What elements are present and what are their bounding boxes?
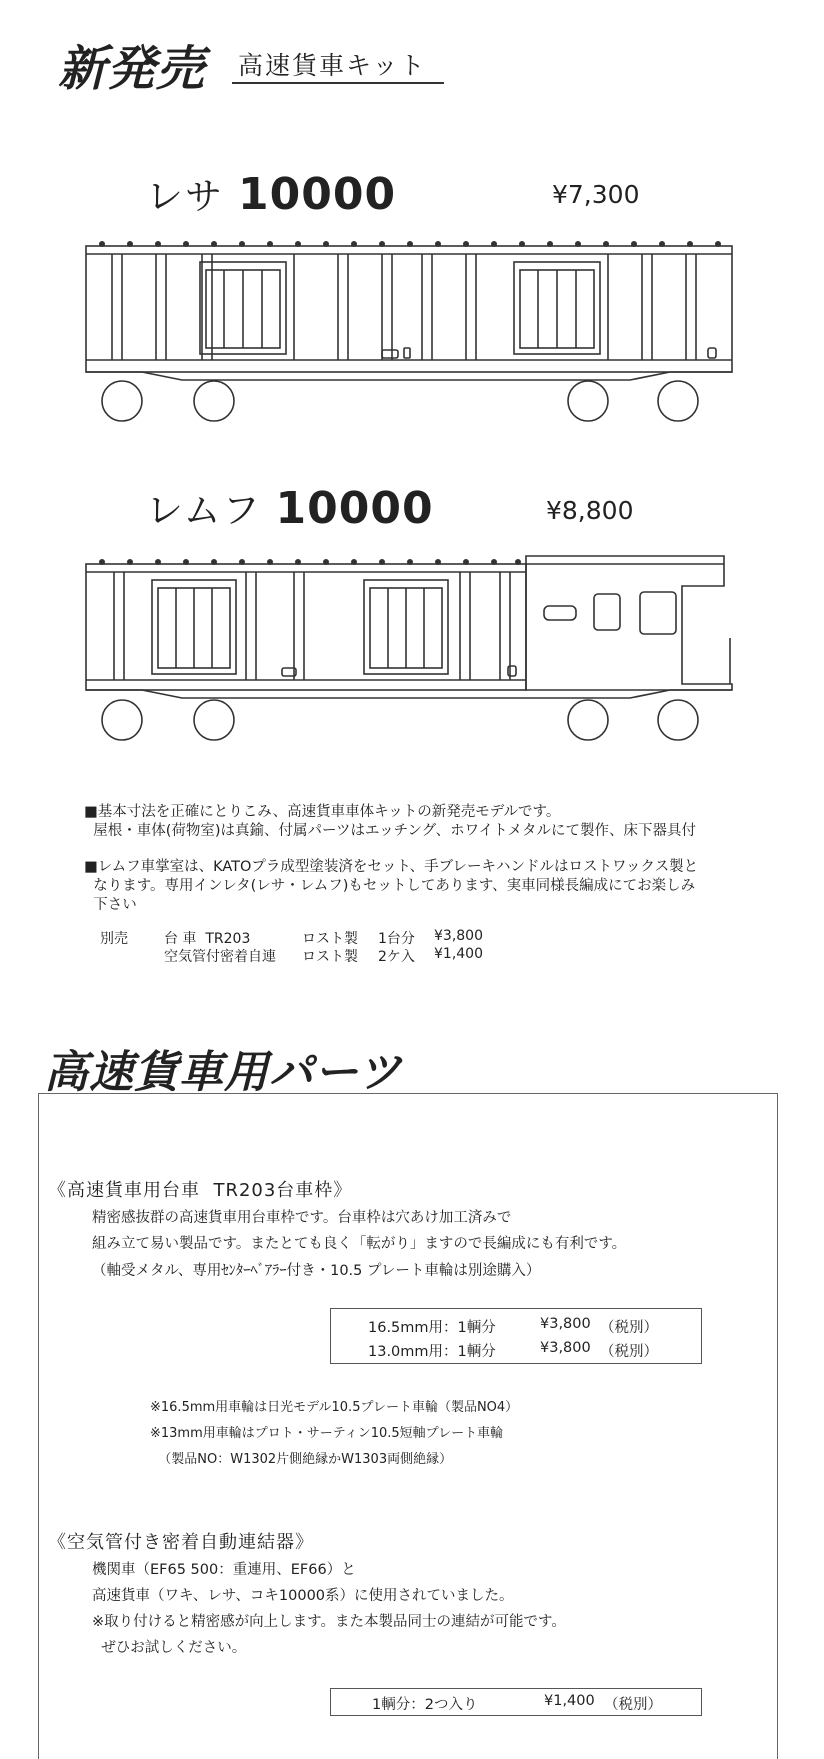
car-name: レサ xyxy=(146,175,224,218)
sold-item-qty: 2ケ入 xyxy=(378,949,415,965)
wheel-note: ※13mm用車輪はプロト・サーティン10.5短軸プレート車輪 xyxy=(150,1426,504,1441)
sold-item-qty: 1台分 xyxy=(378,931,415,947)
car-title-resa xyxy=(146,166,396,220)
price-value: ¥1,400 xyxy=(544,1693,595,1709)
remufu-car-drawing xyxy=(82,552,734,746)
price-label: 16.5mm用：1輌分 xyxy=(368,1320,496,1336)
car-price-remufu: ¥8,800 xyxy=(546,496,634,525)
price-tax: （税別） xyxy=(604,1697,662,1713)
description-line: ■基本寸法を正確にとりこみ、高速貨車車体キットの新発売モデルです。 xyxy=(84,804,561,820)
car-number: 10000 xyxy=(275,483,434,534)
wheel-note: （製品NO：W1302片側絶縁かW1303両側絶縁） xyxy=(150,1452,453,1467)
coupler-description-line: 高速貨車（ワキ、レサ、コキ10000系）に使用されていました。 xyxy=(92,1588,514,1604)
price-label: 1輌分：2つ入り xyxy=(372,1697,478,1713)
price-value: ¥3,800 xyxy=(540,1340,591,1356)
bogie-description-line: 精密感抜群の高速貨車用台車枠です。台車枠は穴あけ加工済みで xyxy=(92,1210,512,1226)
description-line: 下さい xyxy=(84,897,137,913)
price-label: 13.0mm用：1輌分 xyxy=(368,1344,496,1360)
page-subtitle: 高速貨車キット xyxy=(238,51,427,80)
sold-item-price: ¥3,800 xyxy=(434,928,483,944)
car-name: レムフ xyxy=(146,489,262,532)
title-underline xyxy=(232,82,444,84)
coupler-description-line: ※取り付けると精密感が向上します。また本製品同士の連結が可能です。 xyxy=(92,1614,566,1630)
car-number: 10000 xyxy=(238,169,397,220)
price-tax: （税別） xyxy=(600,1344,658,1360)
sold-item-name: 台 車 TR203 xyxy=(164,931,251,947)
page-title: 新発売 xyxy=(58,41,206,97)
coupler-section-title: 《空気管付き密着自動連結器》 xyxy=(48,1532,314,1553)
bogie-section-title: 《高速貨車用台車 TR203台車枠》 xyxy=(48,1180,353,1201)
wheel-note: ※16.5mm用車輪は日光モデル10.5プレート車輪（製品NO4） xyxy=(150,1400,519,1415)
bogie-description-line: （軸受メタル、専用ｾﾝﾀｰﾍﾞｱﾗｰ付き・10.5 プレート車輪は別途購入） xyxy=(92,1263,541,1279)
description-line: ■レムフ車掌室は、KATOプラ成型塗装済をセット、手ブレーキハンドルはロストワックス製と xyxy=(84,859,699,875)
sold-item-material: ロスト製 xyxy=(302,931,358,947)
car-title-remufu xyxy=(146,480,434,534)
car-price-resa: ¥7,300 xyxy=(552,180,640,209)
bogie-description-line: 組み立て易い製品です。またとても良く「転がり」ますので長編成にも有利です。 xyxy=(92,1236,627,1252)
sold-item-material: ロスト製 xyxy=(302,949,358,965)
coupler-description-line: ぜひお試しください。 xyxy=(92,1640,247,1656)
price-value: ¥3,800 xyxy=(540,1316,591,1332)
parts-heading: 高速貨車用パーツ xyxy=(44,1047,403,1098)
description-line: 屋根・車体(荷物室)は真鍮、付属パーツはエッチング、ホワイトメタルにて製作、床下器具付 xyxy=(84,823,696,839)
sold-item-price: ¥1,400 xyxy=(434,946,483,962)
resa-car-drawing xyxy=(82,236,734,428)
sold-item-name: 空気管付密着自連 xyxy=(164,949,276,965)
description-line: なります。専用インレタ(レサ・レムフ)もセットしてあります、実車同様長編成にてお楽しみ xyxy=(84,878,696,894)
separately-sold-label: 別売 xyxy=(100,931,128,947)
coupler-description-line: 機関車（EF65 500：重連用、EF66）と xyxy=(92,1562,356,1578)
price-tax: （税別） xyxy=(600,1320,658,1336)
